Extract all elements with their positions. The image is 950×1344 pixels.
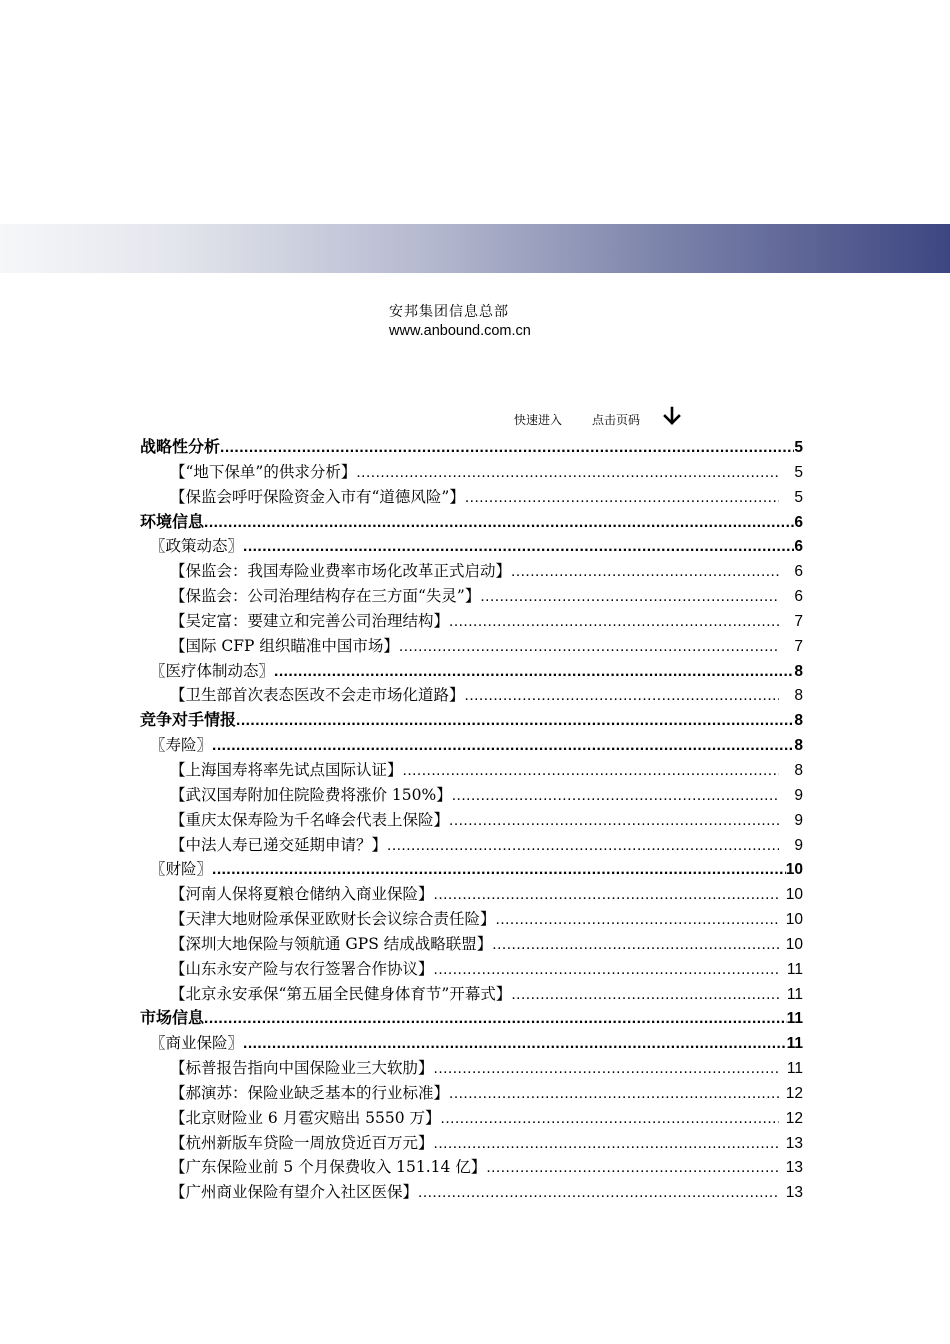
toc-leader-dots: [243, 535, 794, 560]
toc-leader-dots: [434, 1132, 779, 1157]
toc-entry[interactable]: [140, 1106, 803, 1131]
toc-leader-dots: [434, 958, 779, 983]
toc-title: 竞争对手情报: [140, 710, 237, 730]
toc-page-number[interactable]: 9: [794, 786, 803, 804]
org-block: [389, 303, 689, 341]
toc-page-number[interactable]: 12: [785, 1084, 803, 1102]
toc-entry[interactable]: [140, 683, 803, 708]
toc-page-number[interactable]: 5: [794, 439, 803, 456]
toc-leader-dots: [449, 610, 779, 635]
toc-leader-dots: [212, 734, 794, 759]
toc-section[interactable]: [140, 708, 803, 733]
toc-entry[interactable]: [140, 1131, 803, 1156]
toc-leader-dots: [465, 684, 779, 709]
toc-entry[interactable]: [140, 584, 803, 609]
toc-title: 【保监会：我国寿险业费率市场化改革正式启动】: [170, 562, 512, 581]
toc-leader-dots: [204, 1007, 787, 1032]
toc-subsection[interactable]: [140, 733, 803, 758]
toc-page-number[interactable]: 13: [785, 1159, 803, 1177]
toc-title: 【中法人寿已递交延期申请？】: [170, 835, 388, 854]
toc-leader-dots: [452, 784, 779, 809]
toc-title: 【郝演苏：保险业缺乏基本的行业标准】: [170, 1083, 450, 1102]
toc-title: 〖财险〗: [150, 860, 213, 879]
toc-title: 【武汉国寿附加住院险费将涨价 150%】: [170, 785, 452, 804]
toc-title: 【标普报告指向中国保险业三大软肋】: [170, 1059, 434, 1078]
toc-page-number[interactable]: 12: [785, 1109, 803, 1127]
toc-page-number[interactable]: 13: [785, 1184, 803, 1202]
toc-leader-dots: [480, 585, 779, 610]
toc-leader-dots: [441, 1107, 779, 1132]
toc-page-number[interactable]: 11: [786, 1060, 803, 1078]
toc-page-number[interactable]: 9: [794, 811, 803, 829]
toc-entry[interactable]: [140, 907, 803, 932]
toc-page-number[interactable]: 11: [786, 1035, 803, 1053]
toc-title: 战略性分析: [140, 437, 221, 456]
toc-leader-dots: [387, 834, 779, 859]
toc-title: 【保监会呼吁保险资金入市有“道德风险”】: [170, 487, 465, 506]
toc-page-number[interactable]: 10: [785, 886, 803, 904]
toc-leader-dots: [434, 883, 779, 908]
toc-leader-dots: [243, 1032, 787, 1057]
toc-page-number[interactable]: 10: [785, 935, 803, 953]
toc-title: 【“地下保单”的供求分析】: [170, 462, 357, 481]
toc-leader-dots: [418, 1181, 779, 1206]
toc-page-number[interactable]: 7: [794, 612, 803, 630]
toc-page-number[interactable]: 6: [794, 513, 803, 531]
toc-page-number[interactable]: 8: [794, 662, 803, 680]
toc-title: 〖医疗体制动态〗: [150, 661, 275, 680]
toc-title: 【重庆太保寿险为千名峰会代表上保险】: [170, 810, 450, 829]
toc-title: 【吴定富：要建立和完善公司治理结构】: [170, 611, 450, 630]
toc-entry[interactable]: [140, 932, 803, 957]
toc-page-number[interactable]: 10: [785, 861, 803, 879]
toc-title: 【河南人保将夏粮仓储纳入商业保险】: [170, 885, 434, 904]
toc-title: 【北京永安承保“第五届全民健身体育节”开幕式】: [170, 984, 512, 1003]
toc-title: 【保监会：公司治理结构存在三方面“失灵”】: [170, 587, 481, 606]
toc-entry[interactable]: [140, 783, 803, 808]
toc-title: 【北京财险业 6 月雹灾赔出 5550 万】: [170, 1108, 441, 1127]
toc-leader-dots: [496, 908, 779, 933]
toc-title: 环境信息: [140, 511, 205, 531]
toc-section[interactable]: [140, 510, 803, 535]
toc-title: 【杭州新版车贷险一周放贷近百万元】: [170, 1133, 434, 1152]
toc-title: 【广东保险业前 5 个月保费收入 151.14 亿】: [170, 1158, 487, 1177]
quick-enter-label: 快速进入: [514, 413, 563, 427]
toc-page-number[interactable]: 5: [794, 488, 803, 506]
toc-leader-dots: [236, 709, 794, 734]
toc-leader-dots: [449, 809, 779, 834]
toc-leader-dots: [492, 933, 779, 958]
toc-leader-dots: [274, 660, 794, 685]
toc-entry[interactable]: [140, 1180, 803, 1205]
toc-page-number[interactable]: 7: [794, 637, 803, 655]
toc-leader-dots: [486, 1156, 779, 1181]
toc-leader-dots: [204, 511, 794, 536]
toc-subsection[interactable]: [140, 534, 803, 559]
toc-leader-dots: [511, 560, 779, 585]
toc-leader-dots: [465, 486, 779, 511]
toc-subsection[interactable]: [140, 659, 803, 684]
toc-page-number[interactable]: 13: [785, 1134, 803, 1152]
toc-entry[interactable]: [140, 1081, 803, 1106]
toc-leader-dots: [356, 461, 779, 486]
org-name: 安邦集团信息总部: [389, 304, 509, 320]
arrow-down-icon: [662, 406, 682, 429]
quick-click-label: 点击页码: [592, 413, 641, 427]
toc-page-number[interactable]: 11: [786, 1010, 803, 1028]
toc-page-number[interactable]: 9: [794, 836, 803, 854]
toc-page-number[interactable]: 11: [786, 960, 803, 978]
toc-page-number[interactable]: 6: [794, 538, 803, 556]
header-gradient-band: [0, 224, 950, 273]
toc-title: 【山东永安产险与农行签署合作协议】: [170, 959, 434, 978]
quick-nav: [514, 410, 682, 429]
toc-title: 【天津大地财险承保亚欧财长会议综合责任险】: [170, 910, 496, 929]
toc-title: 〖商业保险〗: [150, 1034, 244, 1053]
toc-subsection[interactable]: [140, 1031, 803, 1056]
toc-entry[interactable]: [140, 634, 803, 659]
toc-page-number[interactable]: 8: [794, 761, 803, 779]
toc-leader-dots: [220, 436, 794, 461]
toc-leader-dots: [403, 759, 779, 784]
toc-page-number[interactable]: 11: [786, 985, 803, 1003]
toc-leader-dots: [434, 1057, 779, 1082]
toc-entry[interactable]: [140, 957, 803, 982]
toc-entry[interactable]: [140, 758, 803, 783]
toc-section[interactable]: [140, 435, 803, 460]
toc-title: 【上海国寿将率先试点国际认证】: [170, 760, 403, 779]
toc-leader-dots: [399, 635, 779, 660]
toc-page-number[interactable]: 5: [794, 463, 803, 481]
toc-page-number[interactable]: 8: [794, 737, 803, 755]
toc-title: 〖寿险〗: [150, 736, 213, 755]
toc-leader-dots: [511, 983, 779, 1008]
toc-title: 【广州商业保险有望介入社区医保】: [170, 1183, 419, 1202]
table-of-contents: [140, 435, 803, 1205]
toc-title: 市场信息: [140, 1008, 205, 1028]
toc-section[interactable]: [140, 1006, 803, 1031]
toc-entry[interactable]: [140, 882, 803, 907]
toc-entry[interactable]: [140, 460, 803, 485]
toc-title: 〖政策动态〗: [150, 537, 244, 556]
toc-title: 【国际 CFP 组织瞄准中国市场】: [170, 636, 399, 655]
toc-title: 【卫生部首次表态医改不会走市场化道路】: [170, 686, 465, 705]
toc-entry[interactable]: [140, 485, 803, 510]
toc-entry[interactable]: [140, 609, 803, 634]
toc-leader-dots: [449, 1082, 779, 1107]
toc-page-number[interactable]: 6: [794, 563, 803, 581]
toc-entry[interactable]: [140, 559, 803, 584]
toc-page-number[interactable]: 6: [794, 588, 803, 606]
toc-title: 【深圳大地保险与领航通 GPS 结成战略联盟】: [170, 934, 493, 953]
toc-entry[interactable]: [140, 833, 803, 858]
toc-page-number[interactable]: 10: [785, 911, 803, 929]
toc-leader-dots: [212, 858, 786, 883]
toc-page-number[interactable]: 8: [794, 687, 803, 705]
toc-page-number[interactable]: 8: [794, 712, 803, 730]
toc-entry[interactable]: [140, 1155, 803, 1180]
toc-entry[interactable]: [140, 1056, 803, 1081]
toc-entry[interactable]: [140, 808, 803, 833]
toc-entry[interactable]: [140, 982, 803, 1007]
org-url: www.anbound.com.cn: [389, 323, 531, 339]
toc-subsection[interactable]: [140, 857, 803, 882]
